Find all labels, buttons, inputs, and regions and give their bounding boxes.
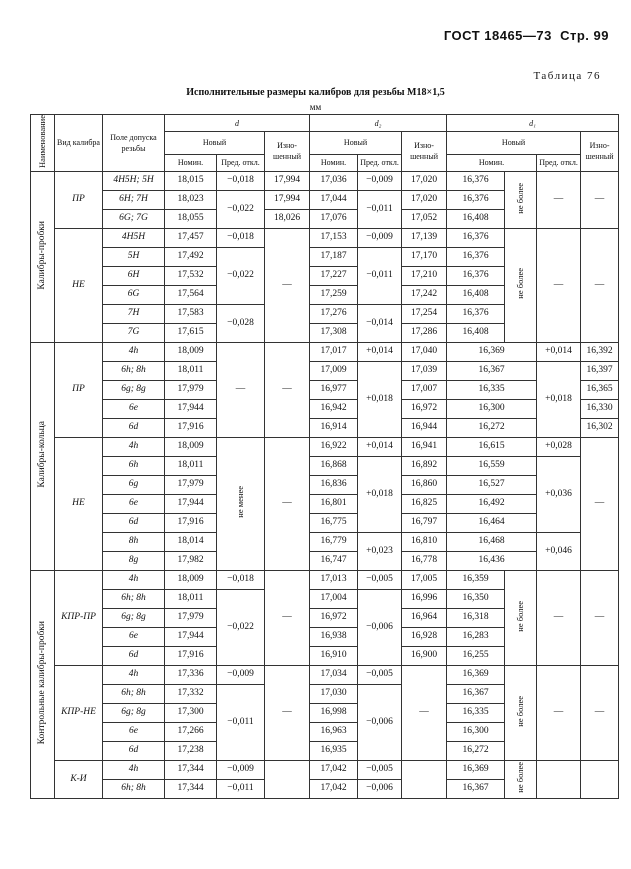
table-cell: 16,892 — [402, 456, 447, 475]
table-cell: 17,039 — [402, 361, 447, 380]
table-cell: 16,330 — [581, 399, 619, 418]
gost-number: ГОСТ 18465—73 — [443, 28, 552, 43]
table-cell: 16,436 — [447, 551, 537, 570]
field-cell: 6G — [103, 285, 165, 304]
table-row — [31, 399, 619, 418]
table-cell: 16,825 — [402, 494, 447, 513]
table-row — [31, 513, 619, 532]
table-cell: +0,028 — [537, 437, 581, 456]
table-cell: −0,006 — [358, 589, 402, 665]
table-cell: −0,006 — [358, 779, 402, 798]
field-cell: 6h; 8h — [103, 589, 165, 608]
field-cell: 6d — [103, 513, 165, 532]
table-cell: 17,044 — [310, 190, 358, 209]
table-cell: 16,998 — [310, 703, 358, 722]
gauge-kind: НЕ — [55, 437, 103, 570]
table-cell: −0,009 — [217, 760, 265, 779]
table-cell: 16,615 — [447, 437, 537, 456]
table-cell: 17,030 — [310, 684, 358, 703]
table-cell: 16,300 — [447, 722, 505, 741]
field-cell: 6h — [103, 456, 165, 475]
table-cell: −0,005 — [358, 570, 402, 589]
table-cell: 17,259 — [310, 285, 358, 304]
field-cell: 6H; 7H — [103, 190, 165, 209]
table-cell: — — [265, 570, 310, 665]
group-label: Контрольные калибры-пробки — [31, 570, 55, 798]
table-cell: — — [581, 570, 619, 665]
table-row — [31, 494, 619, 513]
table-row — [31, 380, 619, 399]
field-cell: 6e — [103, 494, 165, 513]
table-cell: 16,801 — [310, 494, 358, 513]
d-worn-header: Изно-шенный — [265, 132, 310, 172]
table-cell: +0,014 — [358, 437, 402, 456]
table-cell: 17,040 — [402, 342, 447, 361]
table-row — [31, 532, 619, 551]
table-cell: 18,011 — [165, 361, 217, 380]
gauge-kind: НЕ — [55, 228, 103, 342]
field-cell: 6d — [103, 418, 165, 437]
table-cell: 16,964 — [402, 608, 447, 627]
table-row — [31, 418, 619, 437]
table-cell: 17,242 — [402, 285, 447, 304]
field-cell: 8h — [103, 532, 165, 551]
table-cell: — — [537, 228, 581, 342]
table-cell: 17,187 — [310, 247, 358, 266]
table-cell: 16,928 — [402, 627, 447, 646]
table-row — [31, 361, 619, 380]
table-cell: 17,332 — [165, 684, 217, 703]
d-nom-header: Номин. — [165, 154, 217, 171]
table-cell: −0,009 — [358, 228, 402, 247]
table-cell: 16,935 — [310, 741, 358, 760]
field-cell: 4H5H — [103, 228, 165, 247]
table-cell: — — [265, 342, 310, 437]
table-cell: 16,944 — [402, 418, 447, 437]
note-cell: не более — [505, 570, 537, 665]
table-cell: 16,359 — [447, 570, 505, 589]
table-cell: 17,944 — [165, 494, 217, 513]
table-cell: 16,365 — [581, 380, 619, 399]
field-cell: 8g — [103, 551, 165, 570]
table-cell: 16,860 — [402, 475, 447, 494]
table-cell: 17,994 — [265, 190, 310, 209]
table-cell: — — [402, 665, 447, 760]
table-cell: 17,036 — [310, 171, 358, 190]
table-cell: — — [537, 171, 581, 228]
table-cell: 16,369 — [447, 760, 505, 779]
table-cell: 16,302 — [581, 418, 619, 437]
field-cell: 6H — [103, 266, 165, 285]
table-cell: 16,775 — [310, 513, 358, 532]
table-cell: 16,797 — [402, 513, 447, 532]
table-cell: −0,028 — [217, 304, 265, 342]
field-cell: 6h; 8h — [103, 684, 165, 703]
table-cell: 16,255 — [447, 646, 505, 665]
table-cell: 18,009 — [165, 437, 217, 456]
table-cell: 16,408 — [447, 323, 505, 342]
note-cell: не более — [505, 760, 537, 798]
table-cell: 16,367 — [447, 779, 505, 798]
table-cell: 18,011 — [165, 456, 217, 475]
field-cell: 6d — [103, 741, 165, 760]
field-cell: 5H — [103, 247, 165, 266]
table-cell: 17,042 — [310, 779, 358, 798]
table-cell: +0,046 — [537, 532, 581, 570]
table-cell: 17,210 — [402, 266, 447, 285]
table-cell: — — [265, 665, 310, 760]
table-cell: — — [217, 342, 265, 437]
table-cell: 17,238 — [165, 741, 217, 760]
d-new-header: Новый — [165, 132, 265, 155]
col-field-header: Поле допуска резьбы — [103, 115, 165, 172]
table-cell — [537, 760, 581, 798]
table-cell: 17,457 — [165, 228, 217, 247]
table-cell: 16,350 — [447, 589, 505, 608]
table-cell: −0,018 — [217, 228, 265, 247]
field-cell: 6g — [103, 475, 165, 494]
field-cell: 6d — [103, 646, 165, 665]
table-cell: 17,286 — [402, 323, 447, 342]
table-cell: 16,977 — [310, 380, 358, 399]
table-cell: — — [581, 437, 619, 570]
table-cell: +0,018 — [358, 361, 402, 437]
table-cell: 16,376 — [447, 190, 505, 209]
table-cell: 17,916 — [165, 418, 217, 437]
table-cell: 16,559 — [447, 456, 537, 475]
table-cell: 16,408 — [447, 285, 505, 304]
d2-pred-header: Пред. откл. — [358, 154, 402, 171]
table-cell: 18,015 — [165, 171, 217, 190]
d1-pred-header: Пред. откл. — [537, 154, 581, 171]
table-row — [31, 228, 619, 247]
table-cell: 17,344 — [165, 779, 217, 798]
table-cell: 18,011 — [165, 589, 217, 608]
table-cell: 17,153 — [310, 228, 358, 247]
table-cell: 17,982 — [165, 551, 217, 570]
table-cell: 16,335 — [447, 703, 505, 722]
table-cell: 16,376 — [447, 304, 505, 323]
table-cell: 17,007 — [402, 380, 447, 399]
table-cell: 17,944 — [165, 627, 217, 646]
field-cell: 4h — [103, 760, 165, 779]
field-cell: 6g; 8g — [103, 608, 165, 627]
col-kind-header: Вид калибра — [55, 115, 103, 172]
table-title: Исполнительные размеры калибров для резьбы M18×1,5 — [186, 87, 445, 98]
table-cell: 16,914 — [310, 418, 358, 437]
table-cell: 16,376 — [447, 171, 505, 190]
table-cell: 17,916 — [165, 513, 217, 532]
table-cell: 17,227 — [310, 266, 358, 285]
table-cell: 17,005 — [402, 570, 447, 589]
gauge-table — [30, 114, 619, 799]
table-cell — [581, 760, 619, 798]
table-cell: −0,011 — [358, 190, 402, 228]
table-cell: 16,464 — [447, 513, 537, 532]
table-cell: 18,026 — [265, 209, 310, 228]
table-cell: 16,392 — [581, 342, 619, 361]
col-d2-header: d₂ — [310, 115, 447, 132]
table-cell: 16,941 — [402, 437, 447, 456]
table-cell: 17,020 — [402, 171, 447, 190]
table-cell: 17,979 — [165, 380, 217, 399]
table-cell: −0,011 — [217, 684, 265, 760]
table-cell: 17,266 — [165, 722, 217, 741]
table-cell: 17,042 — [310, 760, 358, 779]
table-cell: 17,034 — [310, 665, 358, 684]
table-cell: 17,564 — [165, 285, 217, 304]
col-d1-header: d₁ — [447, 115, 619, 132]
table-cell: 18,009 — [165, 342, 217, 361]
table-cell: 16,318 — [447, 608, 505, 627]
table-cell: 16,810 — [402, 532, 447, 551]
table-cell: 17,308 — [310, 323, 358, 342]
table-cell: 16,938 — [310, 627, 358, 646]
table-cell: −0,011 — [217, 779, 265, 798]
table-cell: 16,910 — [310, 646, 358, 665]
table-cell: 18,023 — [165, 190, 217, 209]
note-cell: не более — [505, 171, 537, 228]
table-cell: 16,335 — [447, 380, 537, 399]
table-cell: 16,942 — [310, 399, 358, 418]
table-cell: 16,283 — [447, 627, 505, 646]
d-pred-header: Пред. откл. — [217, 154, 265, 171]
table-row — [31, 570, 619, 589]
table-unit: мм — [309, 102, 322, 112]
table-cell: 17,020 — [402, 190, 447, 209]
table-cell: 17,276 — [310, 304, 358, 323]
table-cell: 17,004 — [310, 589, 358, 608]
group-label: Калибры-кольца — [31, 342, 55, 570]
field-cell: 6e — [103, 722, 165, 741]
table-cell: 16,996 — [402, 589, 447, 608]
table-cell: 17,009 — [310, 361, 358, 380]
table-cell: 16,376 — [447, 266, 505, 285]
field-cell: 6e — [103, 399, 165, 418]
table-cell: 17,944 — [165, 399, 217, 418]
table-cell: −0,009 — [217, 665, 265, 684]
note-cell: не менее — [217, 437, 265, 570]
d2-new-header: Новый — [310, 132, 402, 155]
field-cell: 4h — [103, 570, 165, 589]
table-cell: 16,836 — [310, 475, 358, 494]
table-cell: 16,963 — [310, 722, 358, 741]
table-cell: 16,376 — [447, 247, 505, 266]
table-cell: — — [581, 228, 619, 342]
table-cell: — — [581, 665, 619, 760]
table-cell: 16,468 — [447, 532, 537, 551]
table-cell: 16,492 — [447, 494, 537, 513]
field-cell: 6g; 8g — [103, 703, 165, 722]
table-cell: +0,014 — [358, 342, 402, 361]
table-cell: −0,022 — [217, 589, 265, 665]
table-cell: 16,527 — [447, 475, 537, 494]
table-cell: 16,972 — [310, 608, 358, 627]
table-cell: −0,022 — [217, 190, 265, 228]
table-row — [31, 342, 619, 361]
table-cell: 17,017 — [310, 342, 358, 361]
table-cell: 16,369 — [447, 665, 505, 684]
table-cell: 16,272 — [447, 418, 537, 437]
table-cell: — — [537, 665, 581, 760]
table-cell: −0,006 — [358, 684, 402, 760]
table-cell: 17,532 — [165, 266, 217, 285]
col-name-header: Наименование — [31, 115, 55, 172]
field-cell: 7G — [103, 323, 165, 342]
table-cell: 18,055 — [165, 209, 217, 228]
field-cell: 7H — [103, 304, 165, 323]
table-cell: −0,014 — [358, 304, 402, 342]
table-row — [31, 760, 619, 779]
gauge-kind: К-И — [55, 760, 103, 798]
table-cell: 16,922 — [310, 437, 358, 456]
note-cell: не более — [505, 228, 537, 342]
table-cell — [402, 760, 447, 798]
table-cell: −0,009 — [358, 171, 402, 190]
field-cell: 6g; 8g — [103, 380, 165, 399]
table-cell: 17,979 — [165, 608, 217, 627]
gauge-kind: КПР-НЕ — [55, 665, 103, 760]
table-cell: +0,018 — [358, 456, 402, 532]
table-cell: +0,018 — [537, 361, 581, 437]
table-cell: 17,013 — [310, 570, 358, 589]
table-cell: 17,994 — [265, 171, 310, 190]
table-row — [31, 551, 619, 570]
table-cell: 18,009 — [165, 570, 217, 589]
table-cell: — — [265, 228, 310, 342]
table-cell: 16,397 — [581, 361, 619, 380]
d1-new-header: Новый — [447, 132, 581, 155]
note-cell: не более — [505, 665, 537, 760]
table-cell: 16,778 — [402, 551, 447, 570]
table-cell: 18,014 — [165, 532, 217, 551]
field-cell: 4H5H; 5H — [103, 171, 165, 190]
field-cell: 4h — [103, 342, 165, 361]
d1-worn-header: Изно-шенный — [581, 132, 619, 172]
table-cell: 17,615 — [165, 323, 217, 342]
table-cell: +0,036 — [537, 456, 581, 532]
table-cell: 16,747 — [310, 551, 358, 570]
table-cell: 16,272 — [447, 741, 505, 760]
table-row — [31, 171, 619, 190]
field-cell: 4h — [103, 437, 165, 456]
table-cell: −0,022 — [217, 247, 265, 304]
gauge-kind: ПР — [55, 171, 103, 228]
table-cell: 16,408 — [447, 209, 505, 228]
col-d-header: d — [165, 115, 310, 132]
d1-nom-header: Номин. — [447, 154, 537, 171]
table-cell: 17,583 — [165, 304, 217, 323]
table-row — [31, 437, 619, 456]
table-cell: 17,052 — [402, 209, 447, 228]
table-row — [31, 665, 619, 684]
table-cell: 16,779 — [310, 532, 358, 551]
page-number: Стр. 99 — [560, 28, 609, 43]
table-cell: −0,018 — [217, 570, 265, 589]
table-cell: 17,170 — [402, 247, 447, 266]
field-cell: 6h; 8h — [103, 779, 165, 798]
table-cell: 17,492 — [165, 247, 217, 266]
table-cell: 16,367 — [447, 361, 537, 380]
group-label: Калибры-пробки — [31, 171, 55, 342]
table-cell: −0,005 — [358, 665, 402, 684]
table-row — [31, 475, 619, 494]
table-cell: 17,344 — [165, 760, 217, 779]
field-cell: 6h; 8h — [103, 361, 165, 380]
d2-worn-header: Изно-шенный — [402, 132, 447, 172]
table-row — [31, 456, 619, 475]
field-cell: 6e — [103, 627, 165, 646]
table-cell: 17,916 — [165, 646, 217, 665]
table-cell: 16,369 — [447, 342, 537, 361]
table-cell: — — [537, 570, 581, 665]
page-header — [444, 28, 609, 43]
table-cell: −0,018 — [217, 171, 265, 190]
table-cell: 16,367 — [447, 684, 505, 703]
gauge-kind: ПР — [55, 342, 103, 437]
field-cell: 4h — [103, 665, 165, 684]
gauge-kind: КПР-ПР — [55, 570, 103, 665]
table-cell: 16,300 — [447, 399, 537, 418]
table-cell: +0,023 — [358, 532, 402, 570]
table-cell: — — [581, 171, 619, 228]
d2-nom-header: Номин. — [310, 154, 358, 171]
table-cell: — — [265, 437, 310, 570]
table-cell: +0,014 — [537, 342, 581, 361]
table-cell: 17,254 — [402, 304, 447, 323]
table-cell: 17,979 — [165, 475, 217, 494]
table-cell: −0,005 — [358, 760, 402, 779]
table-cell: 16,868 — [310, 456, 358, 475]
table-cell — [265, 760, 310, 798]
table-cell: 16,376 — [447, 228, 505, 247]
table-cell: 17,076 — [310, 209, 358, 228]
table-cell: 16,972 — [402, 399, 447, 418]
field-cell: 6G; 7G — [103, 209, 165, 228]
table-cell: 17,300 — [165, 703, 217, 722]
table-number: Таблица 76 — [533, 70, 601, 82]
table-cell: 17,336 — [165, 665, 217, 684]
table-cell: 16,900 — [402, 646, 447, 665]
table-cell: −0,011 — [358, 247, 402, 304]
table-cell: 17,139 — [402, 228, 447, 247]
